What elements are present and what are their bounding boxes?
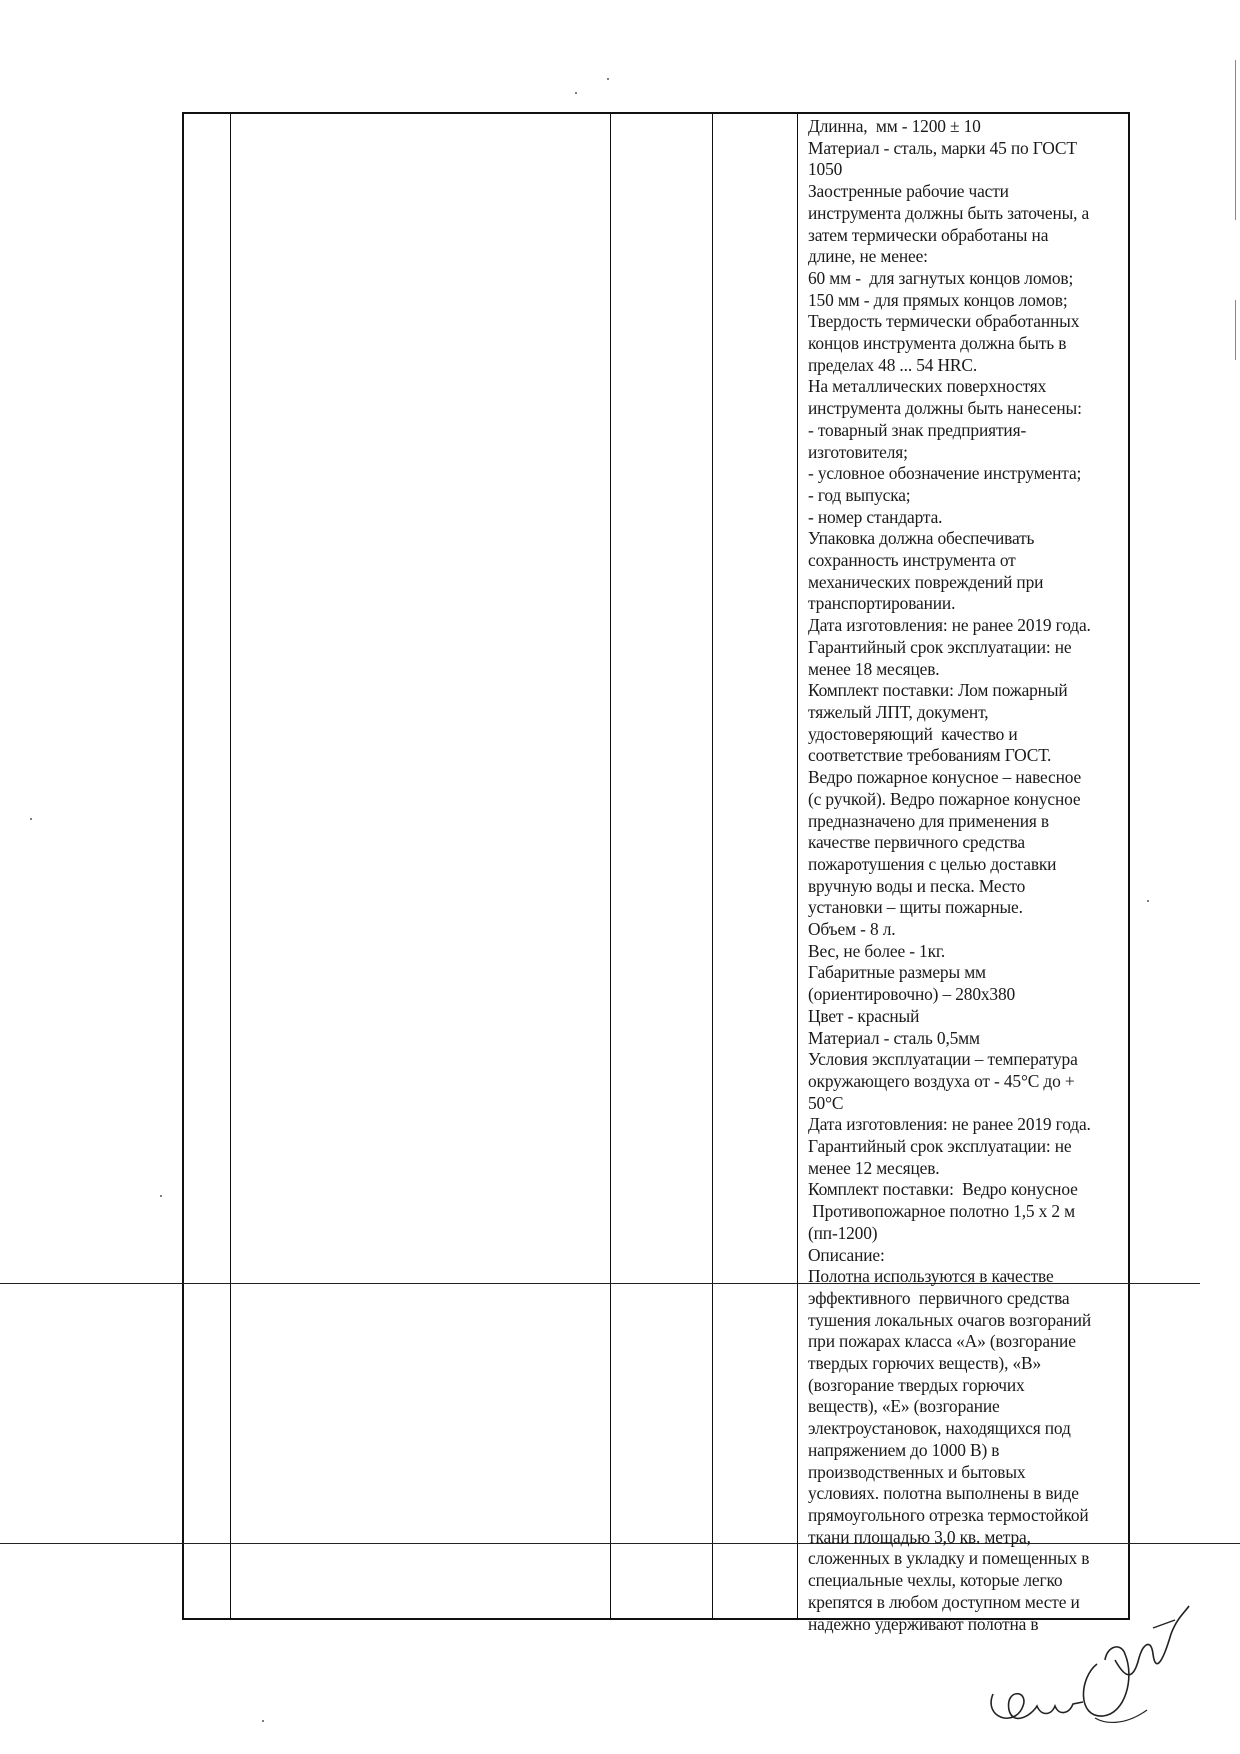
spec-text-line: вручную воды и песка. Место [808,875,1026,896]
spec-text-line: Гарантийный срок эксплуатации: не [808,636,1072,657]
spec-text-line: предназначено для применения в [808,810,1049,831]
handwritten-signature [975,1598,1200,1733]
spec-text-line: инструмента должны быть заточены, а [808,202,1090,223]
spec-text-line: удостоверяющий качество и [808,723,1018,744]
scan-edge-mark [1235,300,1236,360]
spec-text-line: ткани площадью 3,0 кв. метра, [808,1526,1031,1547]
spec-text-line: - номер стандарта. [808,506,943,527]
column-divider [230,114,231,1618]
spec-text-line: менее 12 месяцев. [808,1157,940,1178]
spec-text-line: 150 мм - для прямых концов ломов; [808,289,1068,310]
spec-text-line: транспортировании. [808,593,956,614]
column-divider [610,114,611,1618]
spec-text-line: изготовителя; [808,441,908,462]
spec-text-line: крепятся в любом доступном месте и [808,1591,1080,1612]
spec-text-line: пожаротушения с целью доставки [808,853,1057,874]
spec-text-line: Габаритные размеры мм [808,962,986,983]
spec-text-line: (ориентировочно) – 280х380 [808,984,1016,1005]
spec-text-line: менее 18 месяцев. [808,658,940,679]
spec-text-line: инструмента должны быть нанесены: [808,398,1082,419]
spec-text-line: Вес, не более - 1кг. [808,940,946,961]
spec-text-line: Гарантийный срок эксплуатации: не [808,1136,1072,1157]
spec-text-line: эффективного первичного средства [808,1287,1070,1308]
spec-text-line: Материал - сталь 0,5мм [808,1027,980,1048]
spec-text-line: тушения локальных очагов возгораний [808,1309,1092,1330]
spec-text-line: условиях. полотна выполнены в виде [808,1483,1079,1504]
spec-text-line: качестве первичного средства [808,832,1025,853]
spec-text-line: Материал - сталь, марки 45 по ГОСТ [808,137,1077,158]
spec-text-line: сложенных в укладку и помещенных в [808,1548,1090,1569]
spec-text-line: - условное обозначение инструмента; [808,463,1082,484]
specification-text-cell [808,116,1128,1635]
spec-text-line: концов инструмента должна быть в [808,333,1067,354]
spec-text-line: 1050 [808,159,843,180]
spec-text-line: Комплект поставки: Лом пожарный [808,680,1068,701]
spec-text-line: электроустановок, находящихся под [808,1418,1071,1439]
spec-text-line: 50°С [808,1092,844,1113]
spec-text-line: веществ), «Е» (возгорание [808,1396,1000,1417]
spec-text-line: Условия эксплуатации – температура [808,1049,1078,1070]
spec-text-line: Противопожарное полотно 1,5 х 2 м [808,1201,1075,1222]
spec-text-line: тяжелый ЛПТ, документ, [808,701,989,722]
spec-text-line: при пожарах класса «А» (возгорание [808,1331,1076,1352]
spec-text-line: окружающего воздуха от - 45°С до + [808,1070,1075,1091]
spec-text-line: производственных и бытовых [808,1461,1026,1482]
spec-text-line: - товарный знак предприятия- [808,419,1027,440]
spec-text-line: специальные чехлы, которые легко [808,1570,1063,1591]
spec-text-line: Упаковка должна обеспечивать [808,528,1035,549]
spec-text-line: длине, не менее: [808,246,928,267]
spec-text-line: (возгорание твердых горючих [808,1374,1025,1395]
spec-text-line: Твердость термически обработанных [808,311,1080,332]
spec-text-line: (с ручкой). Ведро пожарное конусное [808,788,1081,809]
scan-speck [607,78,609,80]
spec-text-line: механических повреждений при [808,571,1044,592]
column-divider [712,114,713,1618]
spec-text-line: Полотна используются в качестве [808,1266,1054,1287]
spec-text-line: пределах 48 ... 54 HRC. [808,354,978,375]
spec-text-line: 60 мм - для загнутых концов ломов; [808,267,1074,288]
scan-speck [160,1195,162,1197]
spec-text-line: прямоугольного отрезка термостойкой [808,1505,1089,1525]
spec-text-line: Длинна, мм - 1200 ± 10 [808,116,981,136]
column-divider [797,114,798,1618]
spec-text-line: твердых горючих веществ), «В» [808,1353,1042,1374]
spec-text-line: установки – щиты пожарные. [808,897,1023,918]
spec-text-line: надежно удерживают полотна в [808,1613,1039,1634]
spec-text-line: затем термически обработаны на [808,224,1049,245]
spec-text-line: Комплект поставки: Ведро конусное [808,1179,1078,1200]
scan-speck [1147,900,1149,902]
spec-text-line: Цвет - красный [808,1005,920,1026]
spec-text-line: (пп-1200) [808,1222,878,1243]
scan-speck [30,818,32,820]
spec-text-line: сохранность инструмента от [808,550,1016,571]
spec-text-line: напряжением до 1000 В) в [808,1439,1000,1460]
spec-text-line: Ведро пожарное конусное – навесное [808,767,1082,788]
spec-text-line: На металлических поверхностях [808,376,1047,397]
spec-text-line: - год выпуска; [808,484,911,505]
scan-speck [575,92,577,94]
spec-text-line: Заостренные рабочие части [808,181,1009,202]
spec-text-line: соответствие требованиям ГОСТ. [808,745,1052,766]
scan-speck [262,1720,264,1722]
scan-edge-mark [1235,60,1236,220]
spec-text-line: Дата изготовления: не ранее 2019 года. [808,615,1091,636]
spec-text-line: Описание: [808,1244,885,1265]
spec-text-line: Дата изготовления: не ранее 2019 года. [808,1114,1091,1135]
spec-text-line: Объем - 8 л. [808,919,896,940]
